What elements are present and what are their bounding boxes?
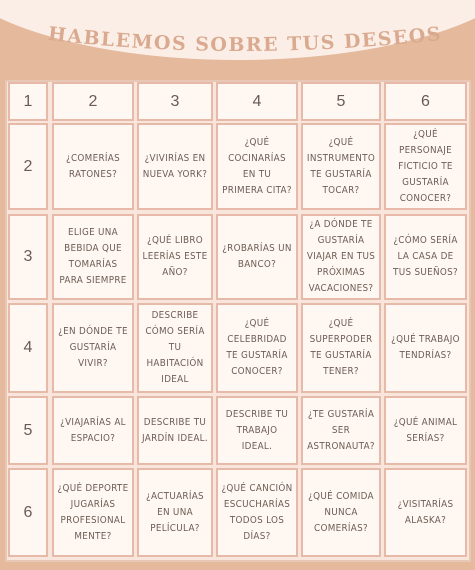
column-number-3: 3 <box>137 82 213 121</box>
question-cell: ¿QUÉ LIBRO LEERÍAS ESTE AÑO? <box>137 214 213 300</box>
row-number-5: 5 <box>8 396 48 465</box>
column-number-5: 5 <box>301 82 381 121</box>
page-title: HABLEMOS SOBRE TUS DESEOS <box>46 22 444 57</box>
question-cell: ¿QUÉ DEPORTE JUGARÍAS PROFESIONAL MENTE? <box>52 468 134 557</box>
question-cell: ¿QUÉ COCINARÍAS EN TU PRIMERA CITA? <box>216 123 298 210</box>
question-cell: ¿QUÉ CELEBRIDAD TE GUSTARÍA CONOCER? <box>216 303 298 393</box>
question-cell: ¿ROBARÍAS UN BANCO? <box>216 214 298 300</box>
column-number-1: 1 <box>8 82 48 121</box>
question-cell: ¿QUÉ ANIMAL SERÍAS? <box>384 396 467 465</box>
question-cell: DESCRIBE CÓMO SERÍA TU HABITACIÓN IDEAL <box>137 303 213 393</box>
question-cell: ¿QUÉ COMIDA NUNCA COMERÍAS? <box>301 468 381 557</box>
question-cell: ELIGE UNA BEBIDA QUE TOMARÍAS PARA SIEMPRE <box>52 214 134 300</box>
question-cell: ¿VIAJARÍAS AL ESPACIO? <box>52 396 134 465</box>
question-cell: ¿QUÉ TRABAJO TENDRÍAS? <box>384 303 467 393</box>
question-cell: ¿QUÉ PERSONAJE FICTICIO TE GUSTARÍA CONOCER? <box>384 123 467 210</box>
question-cell: DESCRIBE TU JARDÍN IDEAL. <box>137 396 213 465</box>
question-cell: ¿VIVIRÍAS EN NUEVA YORK? <box>137 123 213 210</box>
question-cell: ¿QUÉ INSTRUMENTO TE GUSTARÍA TOCAR? <box>301 123 381 210</box>
question-cell: ¿VISITARÍAS ALASKA? <box>384 468 467 557</box>
row-number-3: 3 <box>8 214 48 300</box>
question-cell: ¿QUÉ SUPERPODER TE GUSTARÍA TENER? <box>301 303 381 393</box>
question-cell: ¿EN DÓNDE TE GUSTARÍA VIVIR? <box>52 303 134 393</box>
question-cell: ¿TE GUSTARÍA SER ASTRONAUTA? <box>301 396 381 465</box>
question-cell: ¿QUÉ CANCIÓN ESCUCHARÍAS TODOS LOS DÍAS? <box>216 468 298 557</box>
row-number-6: 6 <box>8 468 48 557</box>
column-number-2: 2 <box>52 82 134 121</box>
row-number-4: 4 <box>8 303 48 393</box>
question-cell: DESCRIBE TU TRABAJO IDEAL. <box>216 396 298 465</box>
row-number-2: 2 <box>8 123 48 210</box>
title-arc <box>0 0 475 70</box>
question-cell: ¿A DÓNDE TE GUSTARÍA VIAJAR EN TUS PRÓXIMAS VACACIONES? <box>301 214 381 300</box>
question-cell: ¿COMERÍAS RATONES? <box>52 123 134 210</box>
question-cell: ¿CÓMO SERÍA LA CASA DE TUS SUEÑOS? <box>384 214 467 300</box>
question-cell: ¿ACTUARÍAS EN UNA PELÍCULA? <box>137 468 213 557</box>
column-number-4: 4 <box>216 82 298 121</box>
column-number-6: 6 <box>384 82 467 121</box>
